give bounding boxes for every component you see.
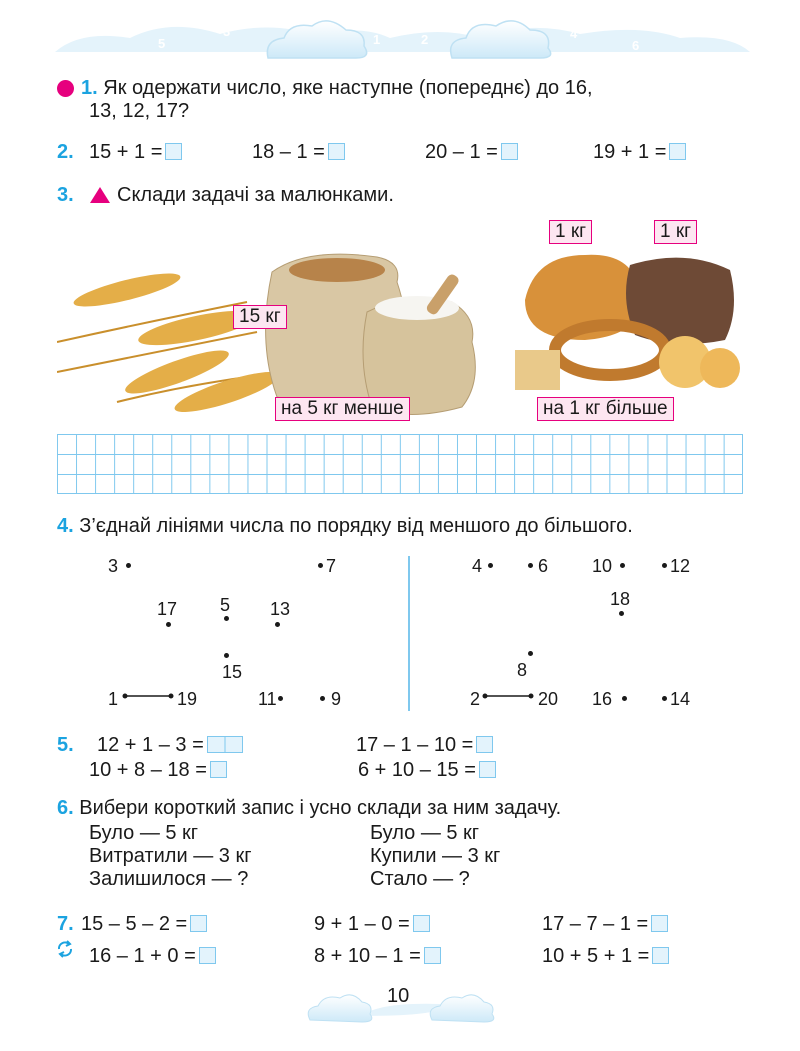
cloud-digit: 0 bbox=[397, 16, 405, 31]
label-5-kg-less: на 5 кг менше bbox=[275, 397, 410, 421]
dot[interactable] bbox=[320, 696, 325, 701]
answer-box[interactable] bbox=[165, 143, 182, 160]
answer-box-two-digit[interactable] bbox=[207, 736, 243, 753]
task2-expression: 20 – 1 = bbox=[425, 141, 498, 163]
dot[interactable] bbox=[275, 622, 280, 627]
dot-label: 12 bbox=[670, 556, 691, 576]
note-line: Витратили — 3 кг bbox=[89, 845, 252, 867]
task1-marker-circle bbox=[57, 80, 74, 97]
note-line: Залишилося — ? bbox=[89, 868, 249, 890]
dot-label: 7 bbox=[326, 556, 337, 576]
task4-number: 4. bbox=[57, 515, 74, 537]
dot-label: 17 bbox=[157, 599, 178, 619]
task5-item bbox=[97, 733, 243, 757]
answer-box[interactable] bbox=[199, 947, 216, 964]
dot-label: 18 bbox=[610, 589, 631, 609]
answer-box[interactable] bbox=[501, 143, 518, 160]
cloud-digit: 7 bbox=[108, 22, 116, 37]
task1 bbox=[81, 76, 593, 100]
task5-expression: 10 + 8 – 18 = bbox=[89, 759, 207, 781]
label-15-kg: 15 кг bbox=[233, 305, 287, 329]
answer-box[interactable] bbox=[652, 947, 669, 964]
dot-label: 3 bbox=[108, 556, 119, 576]
dot-label: 19 bbox=[177, 689, 198, 709]
cloud-digit: 4 bbox=[570, 26, 578, 41]
task6-short-note-right[interactable] bbox=[370, 822, 500, 891]
note-line: Було — 5 кг bbox=[370, 822, 480, 844]
cloud-digit: 1 bbox=[373, 32, 381, 47]
task7-item bbox=[314, 912, 430, 936]
task6-text: Вибери короткий запис і усно склади за ним задачу. bbox=[79, 797, 562, 819]
dot-label: 4 bbox=[472, 556, 483, 576]
task2-item bbox=[89, 140, 182, 164]
task7-item bbox=[89, 944, 216, 968]
cloud-digit: 6 bbox=[632, 38, 640, 53]
task1-number: 1. bbox=[81, 77, 98, 99]
cloud-digit: 5 bbox=[158, 36, 166, 51]
page-number: 10 bbox=[387, 985, 410, 1007]
dot-label: 6 bbox=[538, 556, 549, 576]
dot-label: 15 bbox=[222, 662, 243, 682]
task7-item bbox=[81, 912, 207, 936]
answer-box[interactable] bbox=[190, 915, 207, 932]
task5-item bbox=[89, 758, 227, 782]
answer-box[interactable] bbox=[669, 143, 686, 160]
dot[interactable] bbox=[278, 696, 283, 701]
task5-expression: 17 – 1 – 10 = bbox=[356, 734, 474, 756]
repeat-arrows-icon bbox=[55, 939, 75, 959]
dot[interactable] bbox=[318, 563, 323, 568]
task5-item bbox=[356, 733, 493, 757]
dot[interactable] bbox=[620, 563, 625, 568]
task7-expression: 17 – 7 – 1 = bbox=[542, 913, 649, 935]
task6-short-note-left[interactable] bbox=[89, 822, 252, 891]
task7-expression: 16 – 1 + 0 = bbox=[89, 945, 196, 967]
dot[interactable] bbox=[488, 563, 493, 568]
answer-box[interactable] bbox=[413, 915, 430, 932]
cloud-digit: 3 bbox=[223, 24, 231, 39]
task7-expression: 9 + 1 – 0 = bbox=[314, 913, 410, 935]
task6 bbox=[57, 796, 561, 820]
answer-box[interactable] bbox=[651, 915, 668, 932]
dot[interactable] bbox=[622, 696, 627, 701]
dot-label: 13 bbox=[270, 599, 291, 619]
dot[interactable] bbox=[662, 696, 667, 701]
sample-connecting-line bbox=[122, 692, 174, 700]
cloud-digit: 8 bbox=[690, 22, 698, 37]
puzzle-divider bbox=[408, 556, 410, 711]
dot[interactable] bbox=[619, 611, 624, 616]
task6-number: 6. bbox=[57, 797, 74, 819]
dot-label: 11 bbox=[258, 689, 277, 709]
task7-item bbox=[314, 944, 441, 968]
answer-box[interactable] bbox=[210, 761, 227, 778]
label-bread-1-kg: 1 кг bbox=[549, 220, 592, 244]
dot[interactable] bbox=[662, 563, 667, 568]
dot[interactable] bbox=[224, 616, 229, 621]
task4 bbox=[57, 514, 633, 538]
task2-item bbox=[593, 140, 686, 164]
answer-box[interactable] bbox=[328, 143, 345, 160]
answer-box[interactable] bbox=[424, 947, 441, 964]
label-bread-1-kg: 1 кг bbox=[654, 220, 697, 244]
note-line: Було — 5 кг bbox=[89, 822, 199, 844]
dot-label: 8 bbox=[517, 660, 528, 680]
task3-text: Склади задачі за малюнками. bbox=[117, 184, 394, 206]
task5-expression: 12 + 1 – 3 = bbox=[97, 734, 204, 756]
task2-item bbox=[425, 140, 518, 164]
task7-item bbox=[542, 944, 669, 968]
task7-number: 7. bbox=[57, 913, 74, 935]
dot-label: 5 bbox=[220, 595, 231, 615]
dot[interactable] bbox=[224, 653, 229, 658]
cloud-digit: 2 bbox=[421, 32, 429, 47]
triangle-icon bbox=[89, 186, 111, 204]
task2-expression: 15 + 1 = bbox=[89, 141, 163, 163]
dot-label: 9 bbox=[331, 689, 342, 709]
dot-label: 16 bbox=[592, 689, 613, 709]
dot-label: 1 bbox=[108, 689, 119, 709]
task2-expression: 19 + 1 = bbox=[593, 141, 667, 163]
task5-number: 5. bbox=[57, 734, 74, 756]
dot-label: 2 bbox=[470, 689, 481, 709]
task4-text: З’єднай лініями числа по порядку від меншого до більшого. bbox=[79, 515, 633, 537]
task7-expression: 15 – 5 – 2 = bbox=[81, 913, 188, 935]
dot[interactable] bbox=[528, 563, 533, 568]
answer-box[interactable] bbox=[476, 736, 493, 753]
task5-item bbox=[358, 758, 496, 782]
dot[interactable] bbox=[126, 563, 131, 568]
dot-label: 14 bbox=[670, 689, 691, 709]
dot[interactable] bbox=[528, 651, 533, 656]
task7-expression: 10 + 5 + 1 = bbox=[542, 945, 650, 967]
dot-label: 10 bbox=[592, 556, 613, 576]
note-line: Стало — ? bbox=[370, 868, 470, 890]
task7-item bbox=[542, 912, 668, 936]
dot-label: 20 bbox=[538, 689, 559, 709]
dot[interactable] bbox=[166, 622, 171, 627]
task2-expression: 18 – 1 = bbox=[252, 141, 325, 163]
answer-box[interactable] bbox=[479, 761, 496, 778]
task2-number: 2. bbox=[57, 141, 74, 163]
task2-item bbox=[252, 140, 345, 164]
label-1-kg-more: на 1 кг більше bbox=[537, 397, 674, 421]
task7-expression: 8 + 10 – 1 = bbox=[314, 945, 421, 967]
bread-and-pastry-illustration bbox=[515, 240, 745, 400]
task1-text-line2: 13, 12, 17? bbox=[89, 100, 190, 122]
task1-text-line1: Як одержати число, яке наступне (попереднє) до 16, bbox=[103, 77, 593, 99]
task3-number: 3. bbox=[57, 184, 74, 206]
writing-grid[interactable] bbox=[57, 434, 743, 494]
sample-connecting-line bbox=[482, 692, 534, 700]
task5-expression: 6 + 10 – 15 = bbox=[358, 759, 476, 781]
note-line: Купили — 3 кг bbox=[370, 845, 501, 867]
